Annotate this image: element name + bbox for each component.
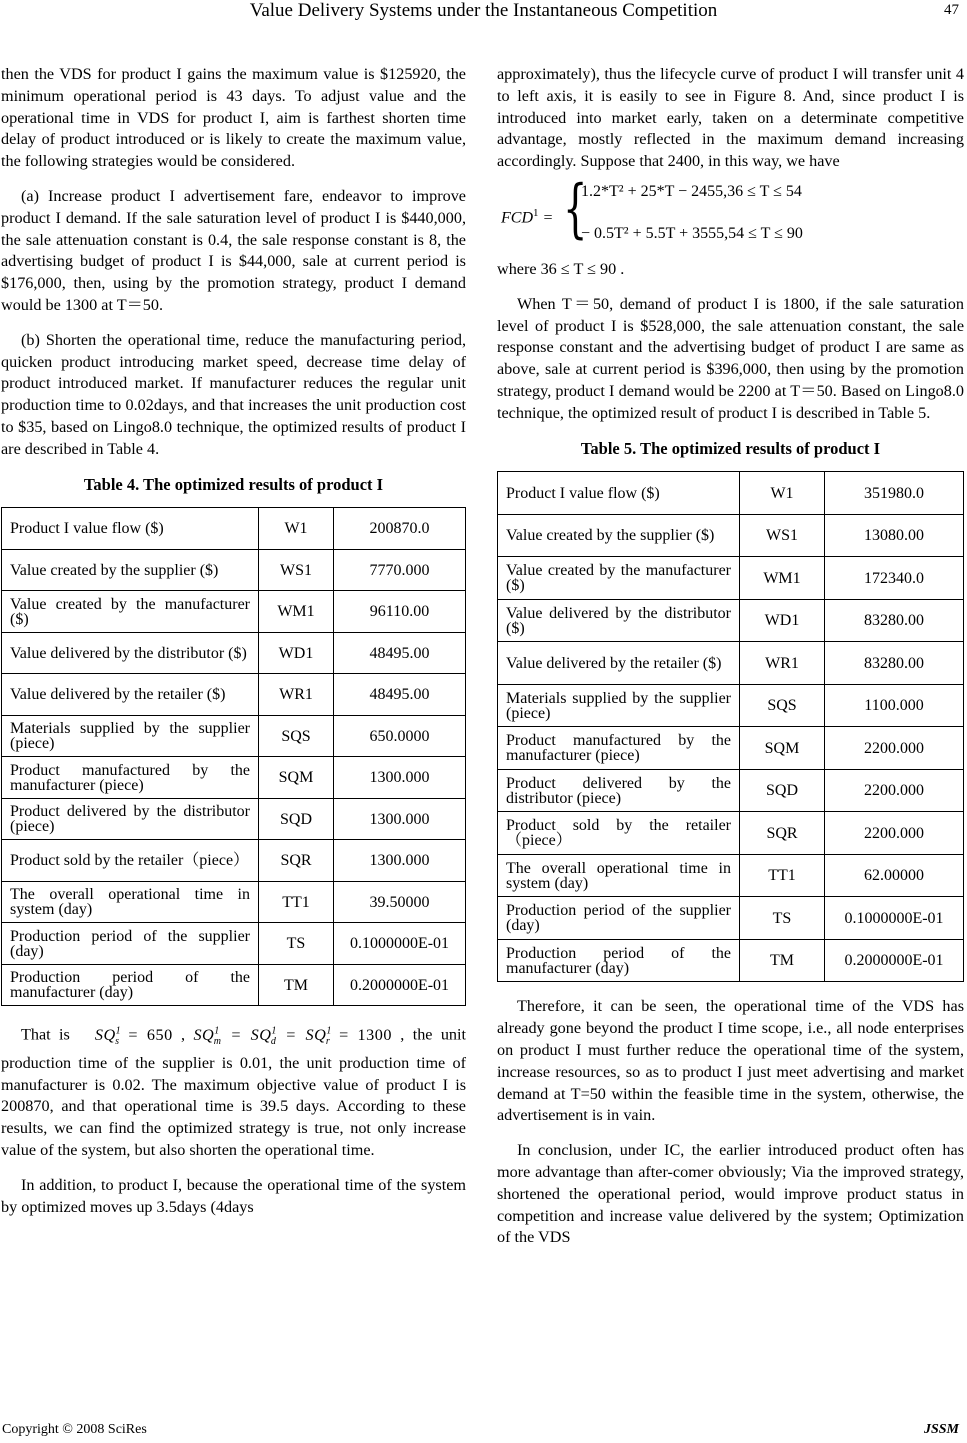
journal-name: JSSM — [923, 1422, 959, 1437]
table5 — [497, 471, 964, 982]
table-cell-val: 172340.0 — [825, 557, 964, 600]
table-row — [498, 557, 964, 600]
paragraph: Therefore, it can be seen, the operational time of the VDS has already gone beyond the product I time scope, i.e., all node enterprises on product I must further reduce the operational time of the system, increase resources, so as to product I just meet advertising and market demand at T=50 within the feasible time in the system, otherwise, the advertisement is in vain. — [497, 997, 964, 1125]
table-row — [498, 684, 964, 727]
math-sub: s — [115, 1035, 120, 1047]
table-cell-label: Materials supplied by the supplier (piece) — [2, 715, 259, 757]
table-row — [498, 727, 964, 770]
table-cell-val: 83280.00 — [825, 642, 964, 685]
table4 — [1, 507, 466, 1006]
table-cell-val: 0.1000000E-01 — [825, 897, 964, 940]
math-rhs: = 1300 — [339, 1025, 392, 1044]
table-cell-label: Production period of the supplier (day) — [2, 923, 259, 965]
table-cell-sym: W1 — [259, 508, 334, 550]
table-row — [2, 757, 466, 799]
math-var: FCD — [501, 209, 533, 227]
table-row — [2, 964, 466, 1006]
table-cell-label: Product delivered by the distributor (piece) — [2, 798, 259, 840]
table-cell-sym: SQR — [740, 812, 825, 855]
formula-line1: 1.2*T² + 25*T − 2455,36 ≤ T ≤ 54 — [581, 182, 802, 200]
table-row — [2, 715, 466, 757]
table-cell-sym: WS1 — [740, 514, 825, 557]
table-row — [498, 854, 964, 897]
table-cell-sym: TM — [740, 939, 825, 982]
table-row — [2, 591, 466, 633]
table-cell-label: Production period of the supplier (day) — [498, 897, 740, 940]
table-cell-sym: WR1 — [740, 642, 825, 685]
copyright: Copyright © 2008 SciRes — [2, 1422, 147, 1437]
text-span: , the unit production time of the supplier is 0.01, the unit production time of manufacturer is 0.02. The maximum objective value of product I is 200870, and that operational time is 39.5 days. According to these results, we can find the optimized strategy is true, not only increase value of the system, but also shorten the operational time. — [1, 1025, 466, 1159]
table-row — [498, 769, 964, 812]
table-row — [498, 514, 964, 557]
table-cell-label: Product manufactured by the manufacturer (piece) — [498, 727, 740, 770]
table-cell-val: 0.2000000E-01 — [334, 964, 466, 1006]
math-var: SQ — [94, 1025, 116, 1044]
math-sqm: $SQ^1_m = SQ^1_d = SQ^1_r = 1300$ — [193, 1025, 392, 1047]
table-cell-sym: WM1 — [259, 591, 334, 633]
table-cell-label: Value created by the manufacturer ($) — [498, 557, 740, 600]
text-span: That is — [21, 1025, 70, 1044]
table-cell-val: 2200.000 — [825, 727, 964, 770]
formula-where: where 36 ≤ T ≤ 90 . — [497, 259, 625, 278]
math-sub: m — [213, 1035, 222, 1047]
table-cell-sym: SQM — [259, 757, 334, 799]
table-cell-val: 200870.0 — [334, 508, 466, 550]
table-cell-val: 1300.000 — [334, 757, 466, 799]
formula-lhs: $FCD^1$ = — [501, 206, 554, 227]
table-cell-sym: SQD — [740, 769, 825, 812]
table-row — [498, 939, 964, 982]
math-sup: 1 — [533, 206, 539, 219]
table-cell-sym: TT1 — [740, 854, 825, 897]
table-cell-label: Production period of the manufacturer (day) — [498, 939, 740, 982]
table-cell-val: 96110.00 — [334, 591, 466, 633]
math-sub: r — [325, 1035, 331, 1047]
table-cell-val: 39.50000 — [334, 881, 466, 923]
table-cell-sym: SQS — [740, 684, 825, 727]
table-row — [2, 923, 466, 965]
math-sup: 1 — [115, 1025, 122, 1037]
table-cell-val: 62.00000 — [825, 854, 964, 897]
table-cell-val: 13080.00 — [825, 514, 964, 557]
paragraph: When T＝50, demand of product I is 1800, if the sale saturation level of product I is $528,000, the sale attenuation constant, the sale response constant and the advertising budget of product I are same as above, sale at current period is $396,000, then using by the promotion strategy, product I demand would be 2200 at T＝50. Based on Lingo8.0 technique, the optimized result of product I is described in Table 5. — [497, 294, 964, 422]
table-cell-label: Product I value flow ($) — [498, 472, 740, 515]
page-header — [0, 0, 967, 28]
table-cell-label: Value delivered by the distributor ($) — [2, 632, 259, 674]
table-cell-label: Production period of the manufacturer (day) — [2, 964, 259, 1006]
table-cell-sym: TS — [259, 923, 334, 965]
table-cell-val: 0.2000000E-01 — [825, 939, 964, 982]
table-cell-label: Product sold by the retailer（piece） — [498, 812, 740, 855]
table-cell-label: The overall operational time in system (day) — [498, 854, 740, 897]
table-cell-val: 48495.00 — [334, 632, 466, 674]
table-cell-val: 2200.000 — [825, 812, 964, 855]
table-row — [2, 549, 466, 591]
table-cell-label: Product I value flow ($) — [2, 508, 259, 550]
table-cell-sym: WS1 — [259, 549, 334, 591]
table-cell-label: Materials supplied by the supplier (piece) — [498, 684, 740, 727]
table4-caption: Table 4. The optimized results of product I — [83, 474, 384, 494]
table-row — [2, 798, 466, 840]
table-cell-label: Value created by the supplier ($) — [498, 514, 740, 557]
table-row — [498, 812, 964, 855]
table-cell-val: 650.0000 — [334, 715, 466, 757]
table-cell-val: 1300.000 — [334, 840, 466, 882]
paragraph: That is $SQ^1_s = 650$ , $SQ^1_m = SQ^1_d = SQ^1_r = 1300$ , the unit production time of the supplier is 0.01, the unit production time of manufacturer is 0.02. The maximum objective value of product I is 200870, and that operational time is 39.5 days. According to these results, we can find the optimized strategy is true, not only increase value of the system, but also shorten the operational time. — [1, 1025, 466, 1159]
paragraph: (a) Increase product I advertisement fare, endeavor to improve product I demand. If the sale saturation level of product I is $440,000, the sale attenuation constant is 0.4, the sale response constant is 8, the advertising budget of product I is $44,000, sale at current period is $176,000, then, using by the promotion strategy, product I demand would be 1300 at T＝50. — [1, 186, 466, 314]
table-cell-sym: SQM — [740, 727, 825, 770]
table-row — [498, 472, 964, 515]
table-cell-val: 351980.0 — [825, 472, 964, 515]
table-cell-sym: SQR — [259, 840, 334, 882]
table-cell-label: Product sold by the retailer（piece） — [2, 840, 259, 882]
table-row — [2, 632, 466, 674]
table-cell-label: Value delivered by the retailer ($) — [2, 674, 259, 716]
table-cell-val: 7770.000 — [334, 549, 466, 591]
table-row — [2, 508, 466, 550]
table5-caption: Table 5. The optimized results of product I — [580, 438, 881, 458]
running-title: Value Delivery Systems under the Instantaneous Competition — [249, 0, 718, 21]
table-cell-sym: W1 — [740, 472, 825, 515]
table-cell-label: Product delivered by the distributor (piece) — [498, 769, 740, 812]
paragraph: approximately), thus the lifecycle curve of product I will transfer unit 4 to left axis, it is easily to see in Figure 8. And, since product I is introduced into market early, taken on a determinate competitive advantage, mostly reflected in the maximum demand increasing accordingly. Suppose that 2400, in this way, we have — [497, 65, 964, 171]
table-cell-sym: SQD — [259, 798, 334, 840]
table-cell-sym: TM — [259, 964, 334, 1006]
math-var: SQ — [193, 1025, 215, 1044]
left-column — [1, 64, 466, 1231]
table-cell-label: Value created by the manufacturer ($) — [2, 591, 259, 633]
table-cell-val: 1300.000 — [334, 798, 466, 840]
math-sqs — [94, 1025, 173, 1047]
formula-line2: − 0.5T² + 5.5T + 3555,54 ≤ T ≤ 90 — [581, 224, 803, 242]
formula-fcd — [497, 171, 964, 255]
table-cell-label: Value delivered by the retailer ($) — [498, 642, 740, 685]
right-column — [497, 64, 964, 1262]
paragraph: (b) Shorten the operational time, reduce the manufacturing period, quicken product introducing market speed, decrease time delay of product introduced market. If manufacturer reduces the regular unit production time to 0.02days, and that increases the unit production cost to $35, based on Lingo8.0 technique, the optimized results of product I are described in Table 4. — [1, 330, 466, 458]
table-row — [2, 840, 466, 882]
table-cell-val: 1100.000 — [825, 684, 964, 727]
table-row — [2, 881, 466, 923]
brace: { — [563, 171, 588, 246]
table-cell-sym: TT1 — [259, 881, 334, 923]
table-cell-label: Product manufactured by the manufacturer (piece) — [2, 757, 259, 799]
math-var: SQ — [305, 1025, 327, 1044]
paragraph: In addition, to product I, because the operational time of the system by optimized moves up 3.5days (4days — [1, 1175, 466, 1216]
table-cell-sym: WD1 — [259, 632, 334, 674]
math-var: SQ — [250, 1025, 272, 1044]
table-cell-val: 0.1000000E-01 — [334, 923, 466, 965]
table-cell-label: Value created by the supplier ($) — [2, 549, 259, 591]
math-rhs: = 650 — [128, 1025, 173, 1044]
table-cell-val: 2200.000 — [825, 769, 964, 812]
table-row — [498, 897, 964, 940]
table-cell-sym: SQS — [259, 715, 334, 757]
table-cell-val: 48495.00 — [334, 674, 466, 716]
table-row — [498, 642, 964, 685]
table-cell-sym: WR1 — [259, 674, 334, 716]
table-row — [498, 599, 964, 642]
paragraph: then the VDS for product I gains the maximum value is $125920, the minimum operational period is 43 days. To adjust value and the operational time in VDS for product I, aim is farthest shorten time delay of product introduced or is likely to create the maximum value, the following strategies would be considered. — [1, 65, 466, 171]
table-cell-sym: WM1 — [740, 557, 825, 600]
table-cell-sym: TS — [740, 897, 825, 940]
table-row — [2, 674, 466, 716]
table-cell-label: The overall operational time in system (day) — [2, 881, 259, 923]
table-cell-sym: WD1 — [740, 599, 825, 642]
page-number: 47 — [944, 2, 959, 18]
paragraph: In conclusion, under IC, the earlier introduced product often has more advantage than after-comer obviously; Via the improved strategy, shortened the operational period, would improve product status in competition and increase value delivered by the system; Optimization of the VDS — [497, 1141, 964, 1247]
math-sub: d — [270, 1035, 277, 1047]
table-cell-val: 83280.00 — [825, 599, 964, 642]
table-cell-label: Value delivered by the distributor ($) — [498, 599, 740, 642]
